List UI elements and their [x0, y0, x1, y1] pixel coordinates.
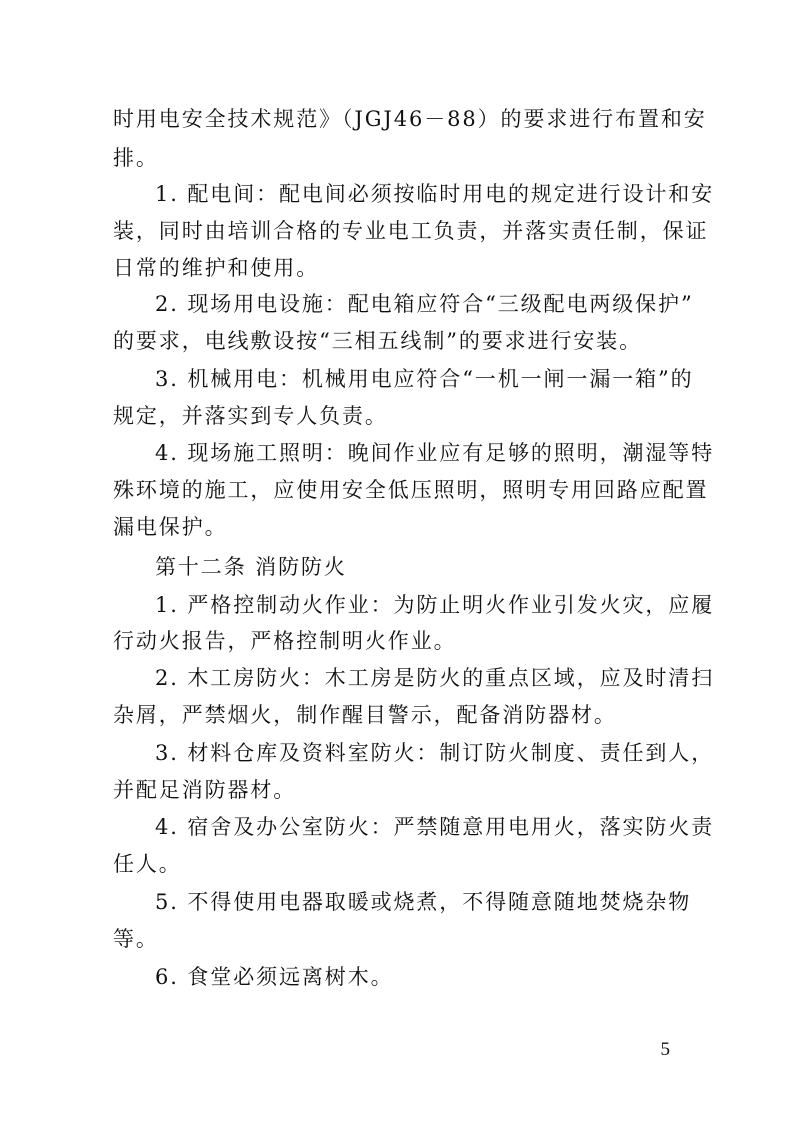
text-line: 装，同时由培训合格的专业电工负责，并落实责任制，保证 [113, 219, 709, 243]
text-line: 殊环境的施工，应使用安全低压照明，照明专用回路应配置 [113, 478, 709, 502]
text-line: 行动火报告，严格控制明火作业。 [113, 629, 457, 653]
page-number: 5 [660, 1039, 670, 1060]
paragraph-line: 2. 现场用电设施：配电箱应符合“三级配电两级保护” [155, 292, 694, 316]
text-line: 等。 [113, 927, 159, 951]
paragraph-line: 1. 严格控制动火作业：为防止明火作业引发火灾，应履 [155, 593, 715, 617]
text-line: 排。 [113, 146, 159, 170]
paragraph-line: 5. 不得使用电器取暖或烧煮，不得随意随地焚烧杂物 [155, 890, 692, 914]
text-line: 时用电安全技术规范》（JGJ46－88）的要求进行布置和安 [113, 107, 707, 131]
text-line: 的要求，电线敷设按“三相五线制”的要求进行安装。 [113, 329, 643, 353]
text-line: 杂屑，严禁烟火，制作醒目警示，配备消防器材。 [113, 703, 617, 727]
paragraph-line: 3. 材料仓库及资料室防火：制订防火制度、责任到人， [155, 741, 715, 765]
text-line: 任人。 [113, 852, 182, 876]
text-line: 并配足消防器材。 [113, 778, 297, 802]
paragraph-line: 2. 木工房防火：木工房是防火的重点区域，应及时清扫 [155, 666, 715, 690]
paragraph-line: 1. 配电间：配电间必须按临时用电的规定进行设计和安 [155, 182, 715, 206]
text-line: 日常的维护和使用。 [113, 256, 320, 280]
text-line: 规定，并落实到专人负责。 [113, 404, 388, 428]
paragraph-line: 4. 宿舍及办公室防火：严禁随意用电用火，落实防火责 [155, 815, 715, 839]
paragraph-line: 3. 机械用电：机械用电应符合“一机一闸一漏一箱”的 [155, 367, 694, 391]
paragraph-line: 4. 现场施工照明：晚间作业应有足够的照明，潮湿等特 [155, 441, 715, 465]
section-heading: 第十二条 消防防火 [155, 555, 347, 579]
paragraph-line: 6. 食堂必须远离树木。 [155, 965, 394, 989]
text-line: 漏电保护。 [113, 515, 228, 539]
